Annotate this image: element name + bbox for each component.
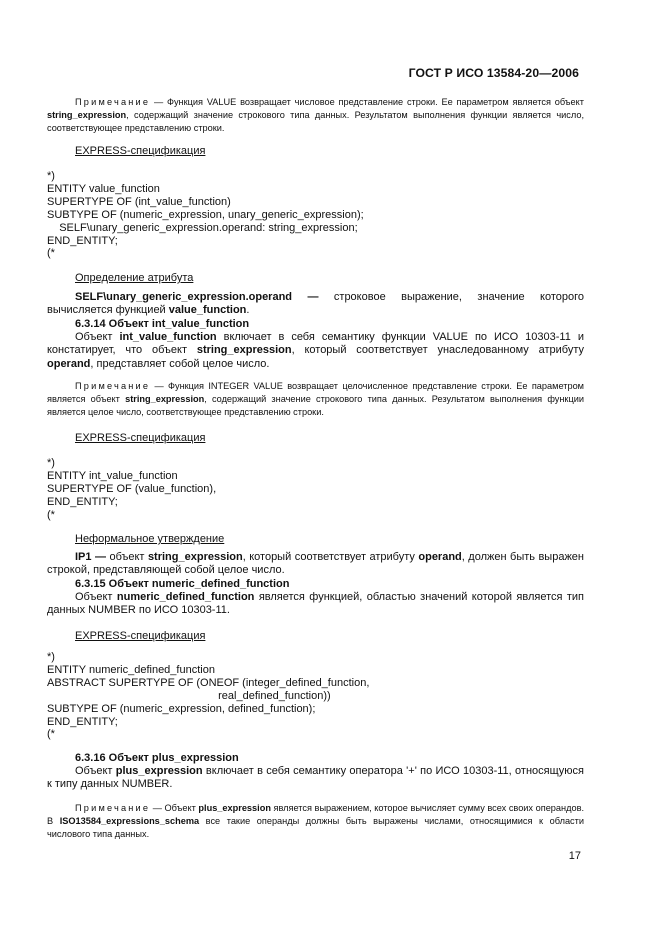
express-spec-heading: EXPRESS-спецификация bbox=[75, 145, 206, 157]
informal-proposition-heading: Неформальное утверждение bbox=[75, 533, 225, 545]
page-header-title: ГОСТ Р ИСО 13584-20—2006 bbox=[408, 66, 579, 80]
section-text-6-3-15: Объект numeric_defined_function является функцией, областью значений которой является тип данных NUMBER по ИСО 10303-11. bbox=[47, 591, 584, 617]
note-label: Примечание bbox=[75, 381, 151, 391]
section-text-6-3-14: Объект int_value_function включает в себя семантику функции VALUE по ИСО 10303-11 и констатирует, что объект string_expression, который соответствует унаследованному атрибуту operand, представляет собой целое число. bbox=[47, 331, 584, 370]
section-heading-6-3-14: 6.3.14 Объект int_value_function bbox=[75, 318, 250, 330]
express-code-int-value-function: *) ENTITY int_value_function SUPERTYPE OF (value_function), END_ENTITY; (* bbox=[47, 457, 217, 521]
section-text-6-3-16: Объект plus_expression включает в себя семантику оператора '+' по ИСО 10303-11, относящуюся к типу данных NUMBER. bbox=[47, 765, 584, 791]
section-heading-6-3-15: 6.3.15 Объект numeric_defined_function bbox=[75, 578, 290, 590]
note-integer-value: Примечание — Функция INTEGER VALUE возвращает целочисленное представление строки. Ее параметром является объект string_expression, содержащий значение строкового типа данных. Результатом выполнения функции является целое число, соответствующее представлению строки. bbox=[47, 381, 584, 417]
note-label: Примечание bbox=[75, 803, 151, 813]
express-code-numeric-defined-function: *) ENTITY numeric_defined_function ABSTRACT SUPERTYPE OF (ONEOF (integer_defined_function, real_defined_function)) SUBTYPE OF (numeric_expression, defined_function); END_ENTITY; (* bbox=[47, 651, 370, 741]
express-spec-heading: EXPRESS-спецификация bbox=[75, 432, 206, 444]
attribute-definition-text: SELF\unary_generic_expression.operand — строковое выражение, значение которого вычисляется функцией value_function. bbox=[47, 291, 585, 317]
express-spec-heading: EXPRESS-спецификация bbox=[75, 630, 206, 642]
section-heading-6-3-16: 6.3.16 Объект plus_expression bbox=[75, 752, 239, 764]
note-value-function: Примечание — Функция VALUE возвращает числовое представление строки. Ее параметром является объект string_expression, содержащий значение строкового типа данных. Результатом выполнения функции является число, соответствующее представлению строки. bbox=[47, 97, 584, 133]
express-code-value-function: *) ENTITY value_function SUPERTYPE OF (int_value_function) SUBTYPE OF (numeric_expression, unary_generic_expression); SELF\unary_generic_expression.operand: string_expression; END_ENTITY; (* bbox=[47, 170, 364, 260]
note-plus-expression: Примечание — Объект plus_expression является выражением, которое вычисляет сумму всех своих операндов. В ISO13584_expressions_schema все такие операнды должны быть выражены числами, относящимися к области числового типа данных. bbox=[47, 803, 585, 839]
informal-proposition-text: IP1 — объект string_expression, который соответствует атрибуту operand, должен быть выражен строкой, представляющей собой целое число. bbox=[47, 551, 584, 577]
page-number: 17 bbox=[568, 850, 581, 862]
attribute-definition-heading: Определение атрибута bbox=[75, 272, 194, 284]
note-label: Примечание bbox=[75, 97, 151, 107]
